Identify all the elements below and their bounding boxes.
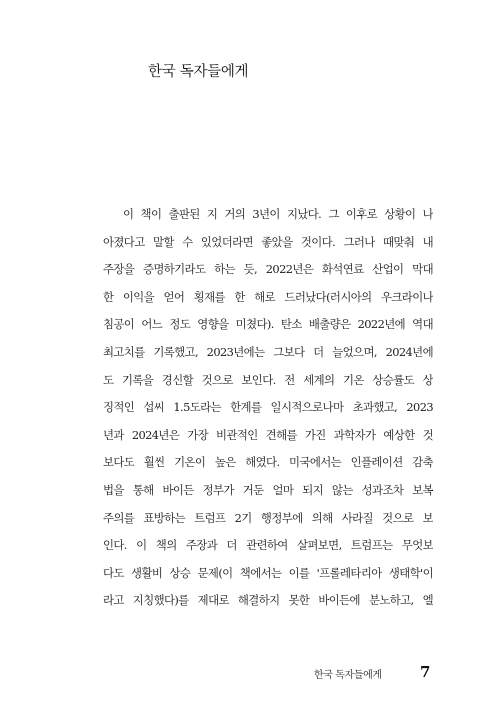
running-head: 한국 독자들에게	[314, 670, 382, 681]
text-line: 라고 지칭했다)를 제대로 해결하지 못한 바이든에 분노하고, 엘	[103, 593, 433, 608]
text-line: 다도 생활비 상승 문제(이 책에서는 이를 '프롤레타리아 생태학'이	[103, 565, 433, 580]
text-line: 최고치를 기록했고, 2023년에는 그보다 더 늘었으며, 2024년에	[103, 344, 433, 359]
text-line: 아졌다고 말할 수 있었더라면 좋았을 것이다. 그러나 때맞춰 내	[103, 234, 433, 249]
text-line: 침공이 어느 정도 영향을 미쳤다). 탄소 배출량은 2022년에 역대	[103, 317, 433, 332]
page-footer	[0, 663, 500, 686]
text-line: 인다. 이 책의 주장과 더 관련하여 살펴보면, 트럼프는 무엇보	[103, 538, 433, 553]
text-line: 도 기록을 경신할 것으로 보인다. 전 세계의 기온 상승률도 상	[103, 372, 433, 387]
text-line: 한 이익을 얻어 횡재를 한 해로 드러났다(러시아의 우크라이나	[103, 289, 433, 304]
text-line: 법을 통해 바이든 정부가 거둔 얼마 되지 않는 성과조차 보복	[103, 482, 433, 497]
chapter-title: 한국 독자들에게	[148, 64, 249, 80]
text-line: 이 책이 출판된 지 거의 3년이 지났다. 그 이후로 상황이 나	[123, 207, 433, 221]
text-line: 주의를 표방하는 트럼프 2기 행정부에 의해 사라질 것으로 보	[103, 510, 433, 525]
text-line: 징적인 섭씨 1.5도라는 한계를 일시적으로나마 초과했고, 2023	[103, 400, 433, 415]
text-line: 주장을 증명하기라도 하는 듯, 2022년은 화석연료 산업이 막대	[103, 262, 433, 277]
text-line: 년과 2024년은 가장 비관적인 견해를 가진 과학자가 예상한 것	[103, 427, 433, 442]
text-line: 보다도 훨씬 기온이 높은 해였다. 미국에서는 인플레이션 감축	[103, 455, 433, 470]
page-number: 7	[420, 663, 431, 681]
body-paragraph	[103, 201, 433, 615]
